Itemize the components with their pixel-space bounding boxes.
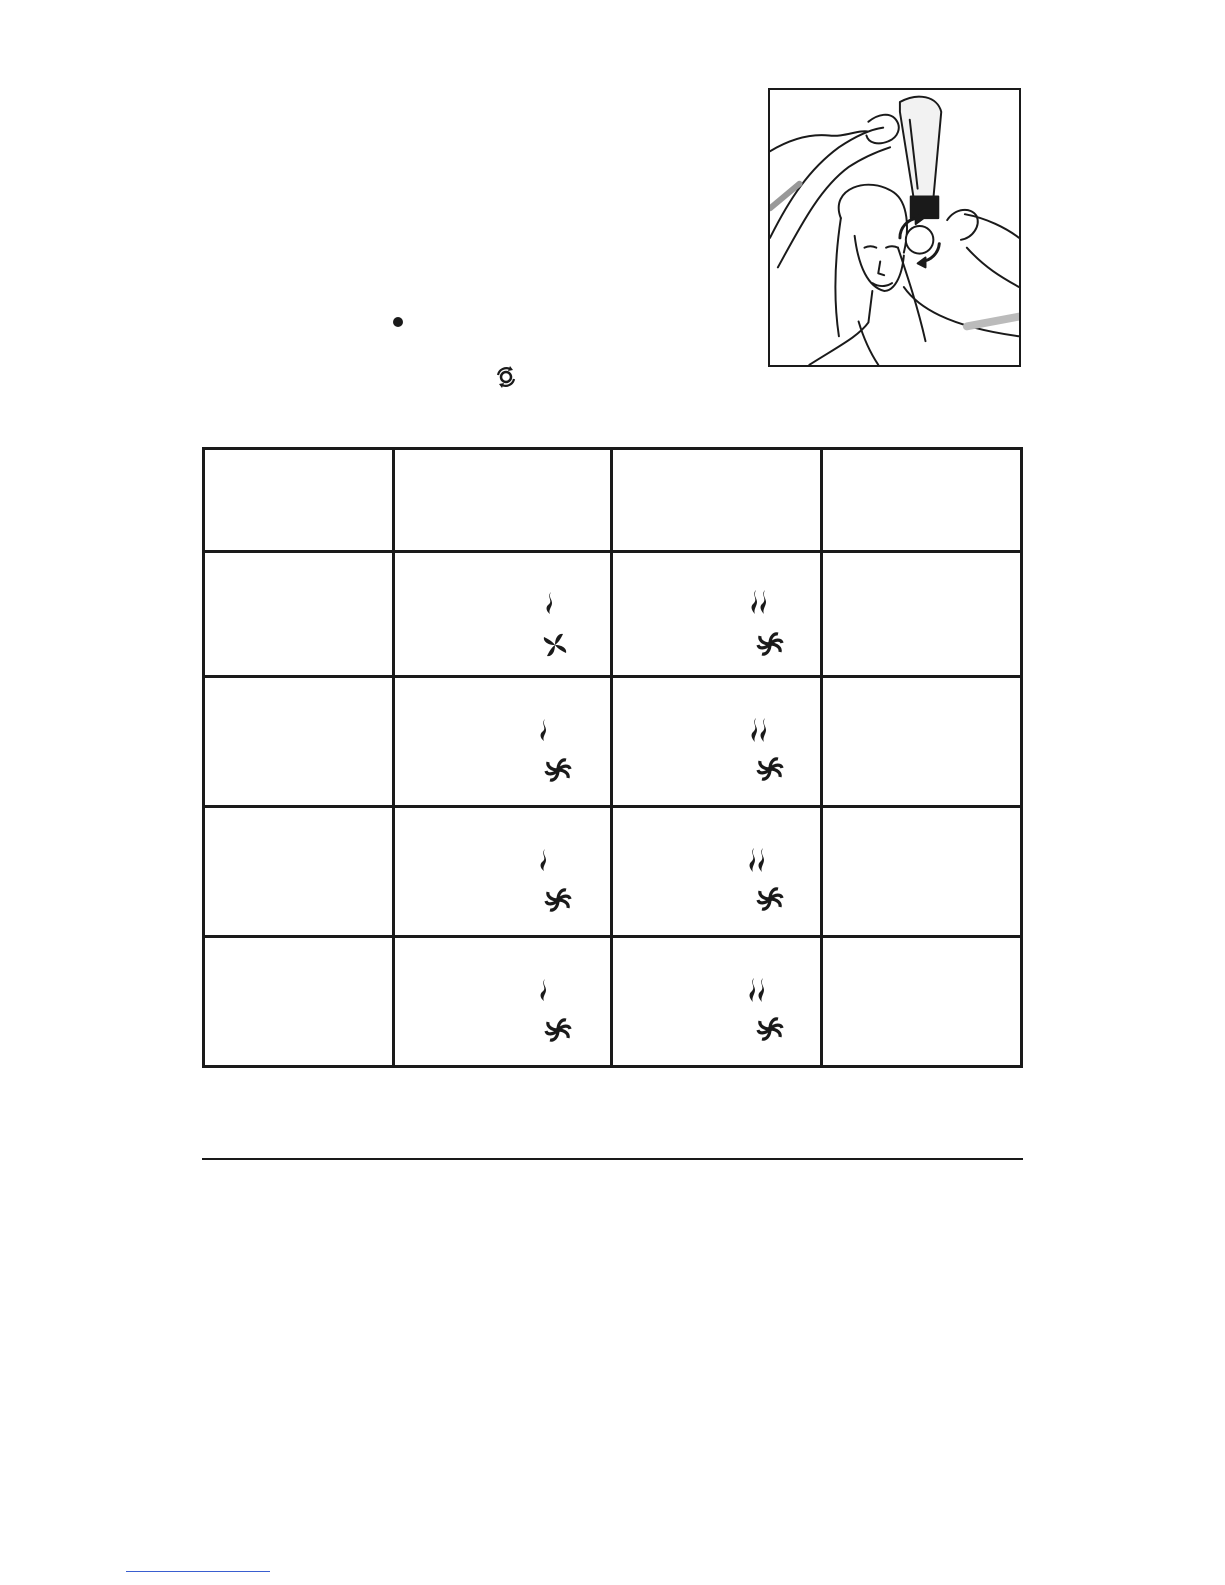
table-header-row — [205, 450, 1020, 550]
settings-table — [202, 447, 1023, 1068]
fan-high-icon — [755, 884, 785, 914]
fan-high-icon — [755, 754, 785, 784]
fan-high-icon — [755, 1014, 785, 1044]
fan-low-icon — [541, 631, 569, 659]
table-row — [205, 553, 1020, 675]
table-row — [205, 678, 1020, 805]
section-divider — [202, 1158, 1023, 1160]
fan-high-icon — [543, 1015, 573, 1045]
rotating-brush-icon — [495, 366, 517, 388]
footer-link-underline[interactable] — [126, 1571, 270, 1572]
fan-high-icon — [543, 885, 573, 915]
hair-drying-illustration — [768, 88, 1021, 367]
fan-high-icon — [755, 629, 785, 659]
heat-high-icon — [750, 717, 770, 743]
heat-low-icon — [538, 848, 550, 872]
heat-low-icon — [538, 718, 550, 742]
woman-drying-hair-drawing — [770, 90, 1019, 365]
heat-low-icon — [544, 591, 556, 615]
table-row — [205, 938, 1020, 1065]
heat-high-icon — [748, 847, 768, 873]
fan-high-icon — [543, 755, 573, 785]
heat-high-icon — [748, 977, 768, 1003]
table-row — [205, 808, 1020, 935]
heat-low-icon — [538, 978, 550, 1002]
heat-high-icon — [750, 589, 770, 615]
filled-dot-icon — [392, 316, 404, 328]
